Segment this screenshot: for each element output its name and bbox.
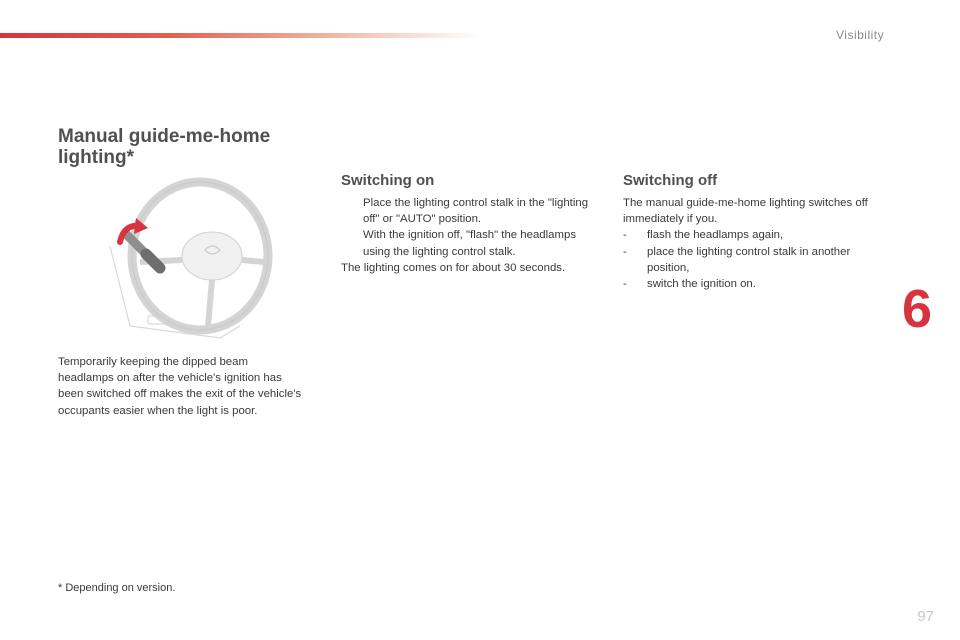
switching-on-item: With the ignition off, "flash" the headlamps using the lighting control stalk. xyxy=(363,229,577,258)
page-title-line-1: Manual guide-me-home xyxy=(58,126,271,147)
steering-wheel-hub xyxy=(182,232,242,280)
steering-wheel-spoke-bottom xyxy=(208,280,212,326)
switching-on-item: Place the lighting control stalk in the "lighting off" or "AUTO" position. xyxy=(363,197,589,226)
page-title-line-2: lighting* xyxy=(58,147,134,168)
chapter-number: 6 xyxy=(902,279,933,339)
page-title xyxy=(58,126,298,168)
header-accent-bar xyxy=(0,33,480,38)
stalk-tip xyxy=(146,254,160,268)
steering-wheel-spoke-right xyxy=(242,260,264,262)
page-number: 97 xyxy=(917,608,934,625)
steering-wheel-stalk-illustration xyxy=(100,176,280,342)
switching-on-body xyxy=(341,195,601,276)
footnote: * Depending on version. xyxy=(58,582,176,594)
switching-on-note: The lighting comes on for about 30 seconds. xyxy=(341,261,566,274)
switching-off-item: - flash the headlamps again, xyxy=(623,229,784,242)
switching-off-intro: The manual guide-me-home lighting switches off immediately if you. xyxy=(623,197,868,226)
switching-off-body xyxy=(623,195,883,292)
switching-off-heading: Switching off xyxy=(623,172,718,189)
switching-off-item: - place the lighting control stalk in another position, xyxy=(623,245,851,274)
switching-off-item: - switch the ignition on. xyxy=(623,278,756,291)
intro-paragraph: Temporarily keeping the dipped beam headlamps on after the vehicle's ignition has been switched off makes the exit of the vehicle's occupants easier when the light is poor. xyxy=(58,356,302,417)
section-label: Visibility xyxy=(836,28,885,42)
switching-on-heading: Switching on xyxy=(341,172,435,189)
